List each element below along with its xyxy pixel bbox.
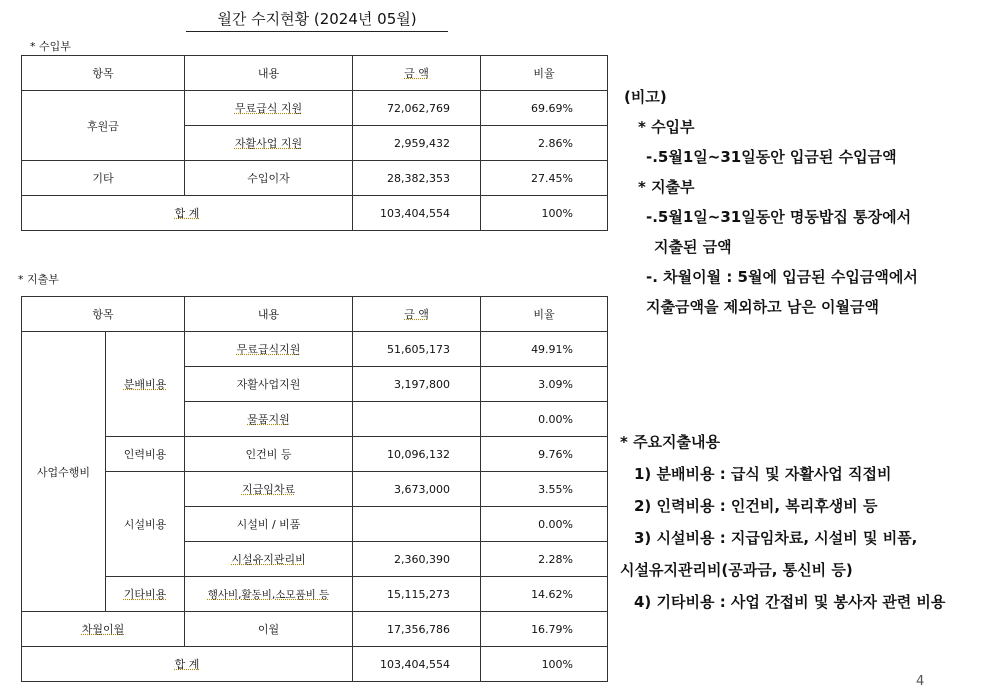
remarks-line: * 수입부 (638, 118, 695, 136)
group-cell: 인력비용 (106, 437, 185, 472)
main-expense-notes (620, 426, 945, 618)
expense-note-line: 시설유지관리비(공과금, 통신비 등) (620, 561, 853, 579)
header-ratio: 비율 (481, 56, 608, 91)
page-number: 4 (916, 674, 925, 689)
ratio-cell: 9.76% (481, 437, 608, 472)
ratio-cell: 49.91% (481, 332, 608, 367)
amount-cell: 51,605,173 (353, 332, 481, 367)
income-section-label: * 수입부 (30, 40, 71, 53)
item-cell: 시설유지관리비 (185, 542, 353, 577)
expense-note-line: 1) 분배비용 : 급식 및 자활사업 직접비 (634, 465, 892, 483)
ratio-cell: 0.00% (481, 507, 608, 542)
table-row (22, 472, 608, 507)
income-table (21, 55, 608, 231)
group-cell: 기타비용 (106, 577, 185, 612)
amount-cell: 2,959,432 (353, 126, 481, 161)
remarks-notes (624, 82, 918, 322)
category-cell: 후원금 (22, 91, 185, 161)
expense-note-line: 2) 인력비용 : 인건비, 복리후생비 등 (634, 497, 878, 515)
header-ratio: 비율 (481, 297, 608, 332)
ratio-cell: 16.79% (481, 612, 608, 647)
remarks-line: 지출금액을 제외하고 남은 이월금액 (646, 298, 880, 316)
amount-cell: 10,096,132 (353, 437, 481, 472)
total-ratio: 100% (481, 647, 608, 682)
category-cell: 사업수행비 (22, 332, 106, 612)
amount-cell: 3,673,000 (353, 472, 481, 507)
remarks-line: -. 차월이월 : 5월에 입금된 수입금액에서 (646, 268, 918, 286)
ratio-cell: 69.69% (481, 91, 608, 126)
item-cell: 수입이자 (185, 161, 353, 196)
header-category: 항목 (22, 297, 185, 332)
total-label: 합 계 (22, 196, 353, 231)
table-row (22, 437, 608, 472)
header-category: 항목 (22, 56, 185, 91)
item-cell: 무료급식지원 (185, 332, 353, 367)
item-cell: 인건비 등 (185, 437, 353, 472)
remarks-line: -.5월1일~31일동안 입금된 수입금액 (646, 148, 897, 166)
table-row (22, 577, 608, 612)
table-header-row (22, 297, 608, 332)
item-cell: 지급임차료 (185, 472, 353, 507)
ratio-cell: 0.00% (481, 402, 608, 437)
group-cell: 분배비용 (106, 332, 185, 437)
header-item: 내용 (185, 297, 353, 332)
amount-cell: 15,115,273 (353, 577, 481, 612)
ratio-cell: 2.28% (481, 542, 608, 577)
expense-note-line: * 주요지출내용 (620, 433, 721, 451)
carryover-row (22, 612, 608, 647)
expense-table (21, 296, 608, 682)
ratio-cell: 2.86% (481, 126, 608, 161)
table-row (22, 332, 608, 367)
total-row (22, 647, 608, 682)
item-cell: 자활사업지원 (185, 367, 353, 402)
expense-note-line: 4) 기타비용 : 사업 간접비 및 봉사자 관련 비용 (634, 593, 946, 611)
total-amount: 103,404,554 (353, 647, 481, 682)
item-cell: 물품지원 (185, 402, 353, 437)
table-header-row (22, 56, 608, 91)
ratio-cell: 3.09% (481, 367, 608, 402)
item-cell: 무료급식 지원 (185, 91, 353, 126)
header-amount: 금 액 (353, 56, 481, 91)
expense-section-label: * 지출부 (18, 273, 59, 286)
table-row (22, 161, 608, 196)
table-row (22, 91, 608, 126)
remarks-line: * 지출부 (638, 178, 695, 196)
expense-note-line: 3) 시설비용 : 지급임차료, 시설비 및 비품, (634, 529, 918, 547)
total-row (22, 196, 608, 231)
remarks-line: -.5월1일~31일동안 명동밥집 통장에서 (646, 208, 912, 226)
header-item: 내용 (185, 56, 353, 91)
category-cell: 기타 (22, 161, 185, 196)
ratio-cell: 14.62% (481, 577, 608, 612)
amount-cell: 17,356,786 (353, 612, 481, 647)
amount-cell (353, 507, 481, 542)
header-amount: 금 액 (353, 297, 481, 332)
total-amount: 103,404,554 (353, 196, 481, 231)
item-cell: 시설비 / 비품 (185, 507, 353, 542)
amount-cell (353, 402, 481, 437)
amount-cell: 28,382,353 (353, 161, 481, 196)
total-label: 합 계 (22, 647, 353, 682)
amount-cell: 2,360,390 (353, 542, 481, 577)
item-cell: 이월 (185, 612, 353, 647)
amount-cell: 72,062,769 (353, 91, 481, 126)
remarks-line: (비고) (624, 88, 667, 106)
ratio-cell: 3.55% (481, 472, 608, 507)
amount-cell: 3,197,800 (353, 367, 481, 402)
carryover-label: 차월이월 (22, 612, 185, 647)
total-ratio: 100% (481, 196, 608, 231)
ratio-cell: 27.45% (481, 161, 608, 196)
group-cell: 시설비용 (106, 472, 185, 577)
remarks-line: 지출된 금액 (654, 238, 732, 256)
item-cell: 자활사업 지원 (185, 126, 353, 161)
page-title: 월간 수지현황 (2024년 05월) (186, 9, 448, 32)
item-cell: 행사비,활동비,소모품비 등 (185, 577, 353, 612)
